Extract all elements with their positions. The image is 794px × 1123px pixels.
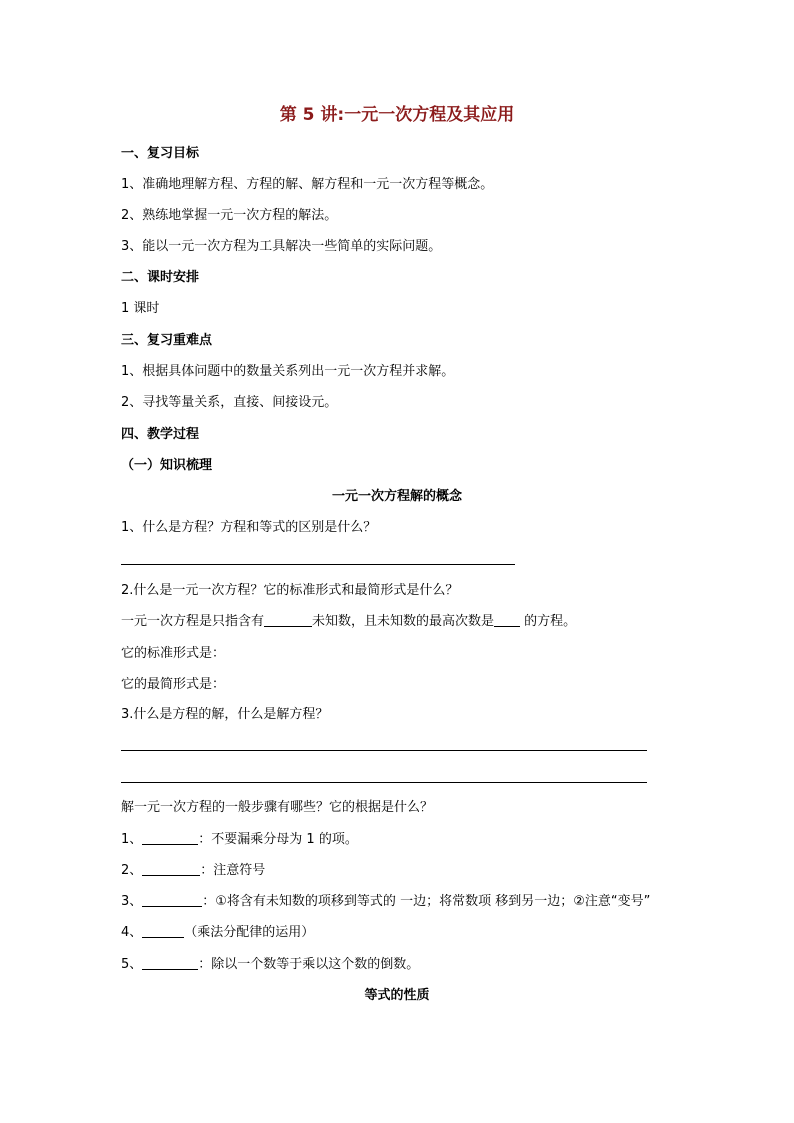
step-text: ：注意符号 [200, 863, 266, 878]
question-3: 3.什么是方程的解，什么是解方程？ [121, 707, 329, 722]
step-item [121, 925, 314, 941]
section-heading-schedule: 二、课时安排 [121, 270, 200, 285]
answer-line-1 [121, 564, 515, 565]
simplest-form-line: 它的最简形式是： [121, 677, 226, 692]
section-heading-difficulties: 三、复习重难点 [121, 333, 213, 348]
step-item [121, 957, 419, 973]
section-heading-goals: 一、复习目标 [121, 146, 200, 161]
step-number: 4、 [121, 925, 143, 940]
answer-line-3 [121, 782, 647, 783]
subsection-heading: （一）知识梳理 [121, 458, 213, 473]
step-number: 1、 [121, 832, 143, 847]
fill-blank [142, 832, 198, 845]
schedule-text: 1 课时 [121, 301, 160, 316]
difficulty-item-1: 1、根据具体问题中的数量关系列出一元一次方程并求解。 [121, 364, 455, 379]
definition-part-3: 的方程。 [520, 614, 577, 629]
steps-question: 解一元一次方程的一般步骤有哪些？它的根据是什么？ [121, 800, 434, 815]
definition-part-2: 未知数，且未知数的最高次数是 [312, 614, 495, 629]
step-item [121, 863, 265, 879]
fill-blank [264, 614, 312, 627]
step-text: ：除以一个数等于乘以这个数的倒数。 [198, 957, 420, 972]
goal-item-2: 2、熟练地掌握一元一次方程的解法。 [121, 208, 338, 223]
step-item [121, 832, 358, 848]
step-text: ：①将含有未知数的项移到等式的 一边；将常数项 移到另一边；②注意“变号” [202, 894, 651, 909]
fill-blank [142, 863, 200, 876]
step-text: ：不要漏乘分母为 1 的项。 [198, 832, 358, 847]
standard-form-line: 它的标准形式是： [121, 646, 226, 661]
fill-blank [494, 614, 520, 627]
step-number: 2、 [121, 863, 143, 878]
goal-item-3: 3、能以一元一次方程为工具解决一些简单的实际问题。 [121, 239, 442, 254]
definition-line [121, 614, 576, 630]
centered-heading-properties: 等式的性质 [364, 988, 430, 1003]
section-heading-process: 四、教学过程 [121, 427, 200, 442]
fill-blank [142, 894, 202, 907]
fill-blank [142, 957, 198, 970]
step-text: （乘法分配律的运用） [184, 925, 315, 940]
difficulty-item-2: 2、寻找等量关系，直接、间接设元。 [121, 395, 338, 410]
question-2: 2.什么是一元一次方程？它的标准形式和最简形式是什么？ [121, 583, 459, 598]
definition-part-1: 一元一次方程是只指含有 [121, 614, 265, 629]
fill-blank [142, 925, 184, 938]
answer-line-2 [121, 750, 647, 751]
page-title: 第 5 讲:一元一次方程及其应用 [279, 105, 515, 125]
question-1: 1、什么是方程？方程和等式的区别是什么？ [121, 520, 377, 535]
step-number: 3、 [121, 894, 143, 909]
centered-heading-concept: 一元一次方程解的概念 [331, 489, 462, 504]
goal-item-1: 1、准确地理解方程、方程的解、解方程和一元一次方程等概念。 [121, 177, 494, 192]
step-item [121, 894, 650, 910]
step-number: 5、 [121, 957, 143, 972]
